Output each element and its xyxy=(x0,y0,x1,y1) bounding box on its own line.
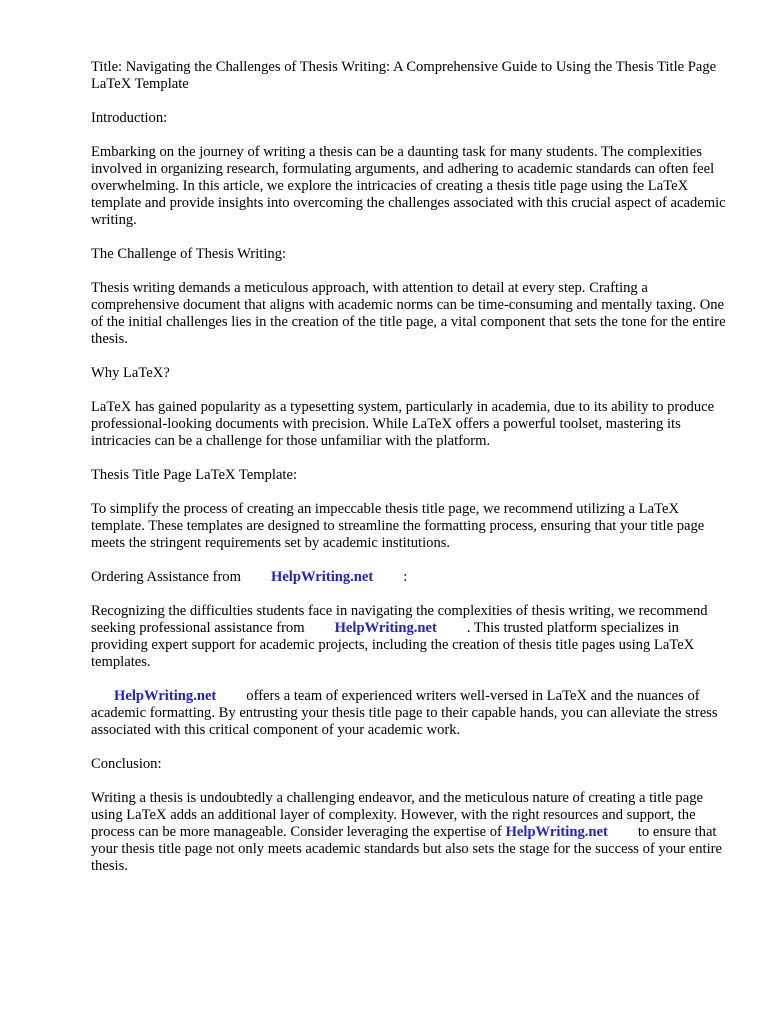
assist-text-before: Recognizing the difficulties students face in navigating the complexities of thesis writing, we recommend seeking professional assistance from xyxy=(91,603,708,636)
intro-heading: Introduction: xyxy=(91,110,168,126)
ordering-heading-suffix: : xyxy=(403,569,408,585)
helpwriting-link[interactable]: HelpWriting.net xyxy=(334,620,437,636)
team-paragraph xyxy=(91,688,731,739)
ordering-heading-prefix: Ordering Assistance from xyxy=(91,569,241,585)
assist-text-after: . This trusted platform specializes in providing expert support for academic projects, including the creation of thesis title pages using LaTeX templates. xyxy=(91,620,695,670)
helpwriting-link[interactable]: HelpWriting.net xyxy=(270,569,374,585)
intro-paragraph: Embarking on the journey of writing a thesis can be a daunting task for many students. The complexities involved in organizing research, formulating arguments, and adhering to academic standards can often feel overwhelming. In this article, we explore the intricacies of creating a thesis title page using the LaTeX template and provide insights into overcoming the challenges associated with this crucial aspect of academic writing. xyxy=(91,144,726,228)
helpwriting-link[interactable]: HelpWriting.net xyxy=(505,824,608,840)
helpwriting-link[interactable]: HelpWriting.net xyxy=(114,688,217,704)
template-paragraph: To simplify the process of creating an impeccable thesis title page, we recommend utilizing a LaTeX template. These templates are designed to streamline the formatting process, ensuring that your title page meets the stringent requirements set by academic institutions. xyxy=(91,501,705,551)
challenge-heading: The Challenge of Thesis Writing: xyxy=(91,246,287,262)
conclusion-paragraph xyxy=(91,790,731,875)
conclusion-heading: Conclusion: xyxy=(91,756,162,772)
ordering-heading xyxy=(91,569,731,586)
document-body xyxy=(91,59,731,892)
latex-paragraph: LaTeX has gained popularity as a typesetting system, particularly in academia, due to its ability to produce professional-looking documents with precision. While LaTeX offers a powerful toolset, mastering its intricacies can be a challenge for those unfamiliar with the platform. xyxy=(91,399,715,449)
template-heading: Thesis Title Page LaTeX Template: xyxy=(91,467,298,483)
assist-paragraph xyxy=(91,603,731,671)
document-title: Title: Navigating the Challenges of Thesis Writing: A Comprehensive Guide to Using the Thesis Title Page LaTeX Template xyxy=(91,59,717,92)
challenge-paragraph: Thesis writing demands a meticulous approach, with attention to detail at every step. Crafting a comprehensive document that aligns with academic norms can be time-consuming and mentally taxing. One of the initial challenges lies in the creation of the title page, a vital component that sets the tone for the entire thesis. xyxy=(91,280,726,347)
team-text: offers a team of experienced writers well-versed in LaTeX and the nuances of academic formatting. By entrusting your thesis title page to their capable hands, you can alleviate the stress associated with this critical component of your academic work. xyxy=(91,688,718,738)
conclusion-text-before: Writing a thesis is undoubtedly a challenging endeavor, and the meticulous nature of creating a title page using LaTeX adds an additional layer of complexity. However, with the right resources and support, the process can be more manageable. Consider leveraging the expertise of xyxy=(91,790,703,840)
latex-heading: Why LaTeX? xyxy=(91,365,170,381)
conclusion-text-after: to ensure that your thesis title page not only meets academic standards but also sets the stage for the success of your entire thesis. xyxy=(91,824,723,874)
